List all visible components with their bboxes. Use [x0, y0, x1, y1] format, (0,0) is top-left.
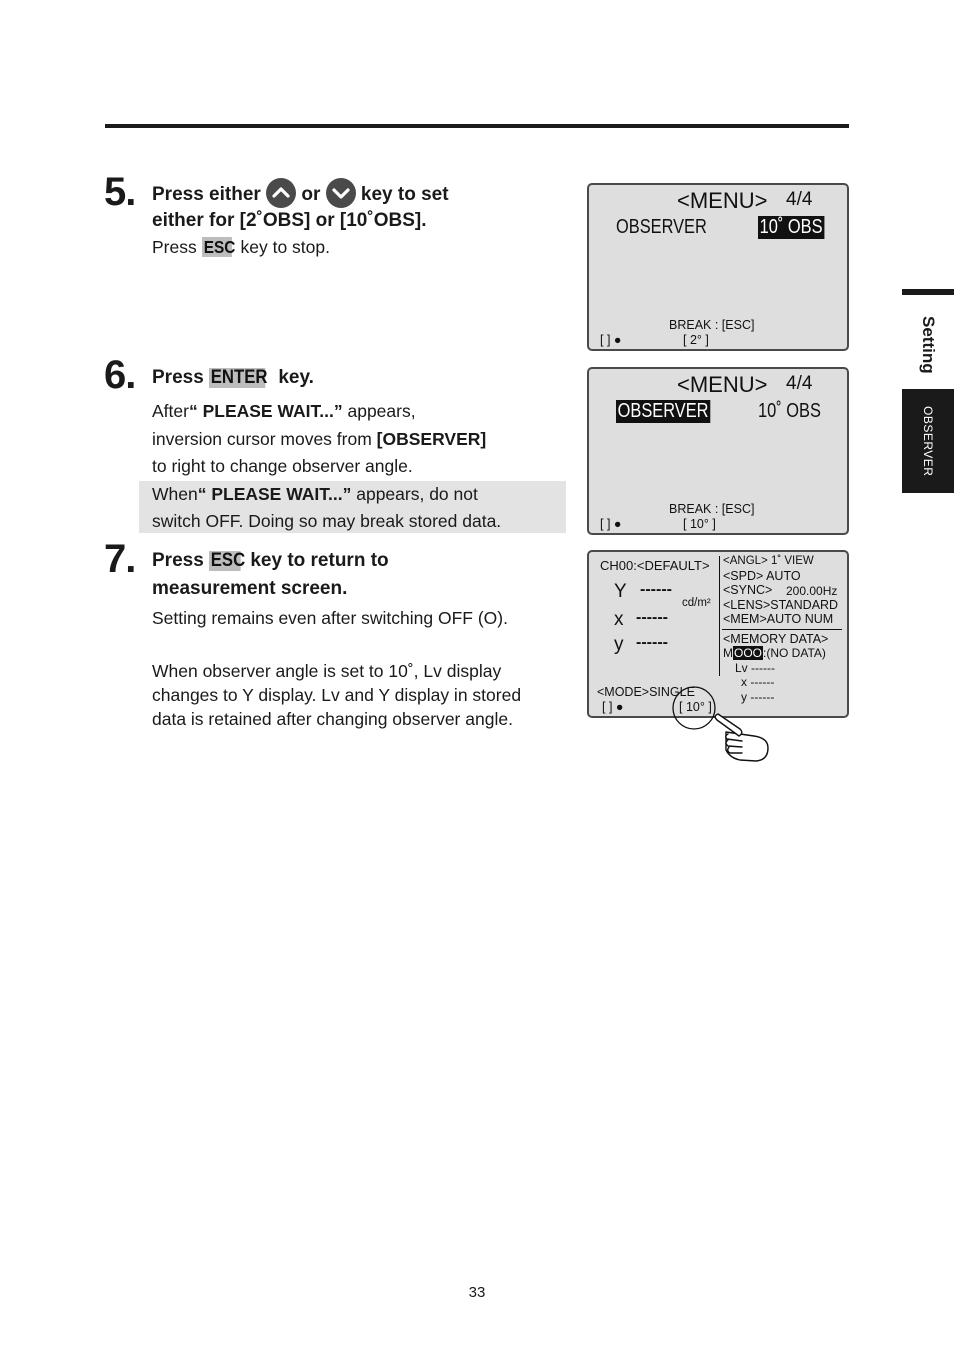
lcd-screen-menu-2: [587, 367, 849, 535]
lcd-divider: [719, 556, 720, 676]
step-5-key-to-stop: key to stop.: [240, 237, 330, 257]
up-key-icon: [266, 178, 296, 208]
step-5-press-either: Press either: [152, 184, 261, 206]
memory-data-title: <MEMORY DATA>: [723, 632, 829, 646]
side-tab-bar: [902, 289, 954, 295]
sync-value: 200.00Hz: [786, 584, 838, 598]
step-7-body1: Setting remains even after switching OFF (O).: [152, 608, 508, 628]
step-6-line3: to right to change observer angle.: [152, 456, 413, 476]
esc-key-label: ESC: [203, 237, 236, 257]
step-6-after: After: [152, 401, 189, 421]
step-5-heading-line1: [152, 180, 449, 210]
status-angle: [ 2° ]: [683, 333, 709, 347]
step-5-press: Press: [152, 237, 197, 257]
enter-key-label: ENTER: [210, 367, 268, 388]
mem-row: <MEM>AUTO NUM: [723, 612, 834, 626]
step-5-number: 5.: [104, 170, 136, 214]
please-wait-quote: “ PLEASE WAIT...”: [188, 401, 343, 421]
step-5-key-to-set: key to set: [360, 184, 449, 206]
lcd-hrule: [722, 629, 842, 630]
lens-row: <LENS>STANDARD: [723, 598, 839, 612]
step-6-number: 6.: [104, 353, 136, 397]
pointing-hand-icon: [668, 684, 778, 768]
note-please-wait: “ PLEASE WAIT...”: [197, 484, 352, 504]
step-7-body2-line3: data is retained after changing observer angle.: [152, 709, 513, 729]
observer-value: 10˚ OBS: [758, 400, 821, 422]
x-label: x: [614, 609, 624, 630]
step-6-cursor-text: inversion cursor moves from: [152, 429, 372, 449]
y-value: ------: [640, 581, 672, 598]
lcd-screen-menu-1: [587, 183, 849, 351]
observer-tab-label: OBSERVER: [921, 405, 935, 477]
warning-note-line1: [152, 481, 478, 508]
y-row: y ------: [741, 690, 775, 704]
step-6-press: Press: [152, 367, 204, 388]
x-row: x ------: [741, 675, 775, 689]
spd-row: <SPD> AUTO: [723, 569, 801, 583]
step-7-body2-line1: When observer angle is set to 10˚, Lv display: [152, 661, 502, 681]
unit-label: cd/m²: [682, 597, 711, 609]
menu-page: 4/4: [786, 373, 813, 394]
warning-note-line2: switch OFF. Doing so may break stored data.: [152, 511, 502, 531]
break-label: BREAK : [ESC]: [669, 502, 755, 516]
status-left: [ ] ●: [602, 700, 624, 714]
step-5-or: or: [301, 184, 321, 206]
y-label: Y: [614, 581, 627, 602]
mem-prefix: M: [723, 646, 733, 660]
x-value: ------: [636, 609, 668, 626]
step-6-line1: [152, 398, 416, 425]
break-label: BREAK : [ESC]: [669, 318, 755, 332]
page-number: 33: [468, 1284, 486, 1301]
mem-number-cursor: OOO: [734, 646, 763, 660]
observer-bracket: [OBSERVER]: [376, 429, 487, 449]
note-when: When: [152, 484, 198, 504]
step-5-heading-line2: either for [2˚OBS] or [10˚OBS].: [152, 210, 427, 231]
menu-page: 4/4: [786, 189, 813, 210]
observer-label: OBSERVER: [616, 216, 707, 238]
step-7-press: Press: [152, 550, 204, 571]
observer-tab: [902, 389, 954, 493]
step-5-body: [152, 234, 330, 261]
step-6-key: key.: [278, 367, 314, 388]
step-6-heading: [152, 364, 314, 391]
top-rule: [105, 124, 849, 128]
status-angle: [ 10° ]: [683, 517, 716, 531]
small-y-value: ------: [636, 634, 668, 651]
esc-key-label: ESC: [210, 550, 246, 571]
lv-row: Lv ------: [735, 661, 775, 675]
note-rest: appears, do not: [356, 484, 478, 504]
step-7-heading-line1: [152, 547, 389, 574]
mem-no-data: :(NO DATA): [763, 646, 826, 660]
menu-title: <MENU>: [677, 188, 768, 213]
sync-row: <SYNC>: [723, 583, 773, 597]
mode-label: <MODE>SINGLE: [597, 685, 695, 699]
observer-value-selected: 10˚ OBS: [759, 216, 823, 238]
observer-label-selected: OBSERVER: [617, 400, 709, 422]
step-7-body2-line2: changes to Y display. Lv and Y display in stored: [152, 685, 522, 705]
step-7-number: 7.: [104, 537, 136, 581]
down-key-icon: [326, 178, 356, 208]
status-angle: [ 10° ]: [679, 700, 712, 714]
angl-row: <ANGL> 1˚ VIEW: [723, 555, 814, 567]
small-y-label: y: [614, 634, 624, 655]
step-7-heading-line2: measurement screen.: [152, 578, 348, 599]
status-left: [ ] ●: [600, 517, 622, 531]
step-7-key-to-return: key to return to: [250, 550, 389, 571]
menu-title: <MENU>: [677, 372, 768, 397]
channel-label: CH00:<DEFAULT>: [600, 558, 710, 573]
memory-number-row: [723, 646, 826, 660]
step-6-line2: [152, 426, 486, 453]
section-label: Setting: [919, 316, 938, 374]
step-6-appears: appears,: [347, 401, 416, 421]
status-left: [ ] ●: [600, 333, 622, 347]
